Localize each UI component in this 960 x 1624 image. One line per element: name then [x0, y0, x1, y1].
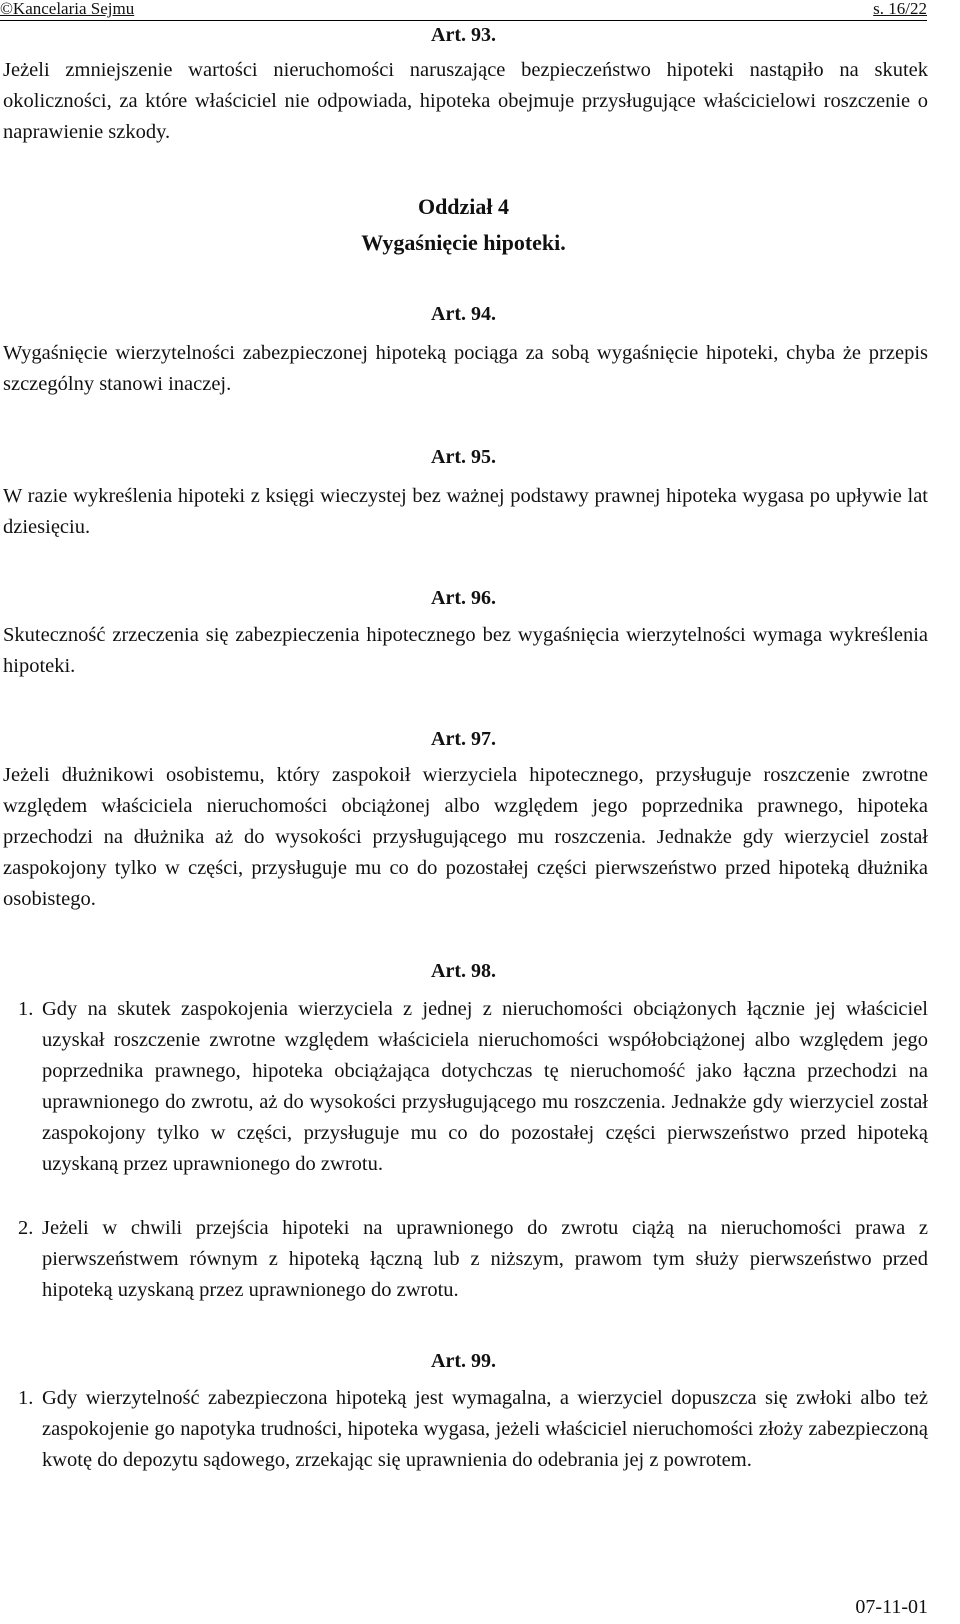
item-text: Jeżeli w chwili przejścia hipoteki na uprawnionego do zwrotu ciążą na nieruchomości prawa z pierwszeństwem równym z hipoteką łączną lub z niższym, prawom tym służy pierwszeństwo przed hipoteką uzyskaną przez uprawnionego do zwrotu. [42, 1217, 928, 1301]
article-96-text: Skuteczność zrzeczenia się zabezpieczenia hipotecznego bez wygaśnięcia wierzytelności wymaga wykreślenia hipoteki. [3, 624, 928, 677]
document-date-code: 07-11-01 [855, 1596, 928, 1618]
publisher-label: ©Kancelaria Sejmu [0, 0, 135, 18]
article-94-text: Wygaśnięcie wierzytelności zabezpieczonej hipoteką pociąga za sobą wygaśnięcie hipoteki, chyba że przepis szczególny stanowi inaczej. [3, 342, 928, 395]
article-93-text: Jeżeli zmniejszenie wartości nieruchomości naruszające bezpieczeństwo hipoteki nastąpiło na skutek okoliczności, za które właściciel nie odpowiada, hipoteka obejmuje przysługujące właścicielowi roszczenie o naprawienie szkody. [3, 59, 928, 143]
page-header [0, 0, 927, 21]
item-number: 2. [18, 1217, 34, 1239]
section-name: Wygaśnięcie hipoteki. [361, 230, 566, 255]
article-95-title: Art. 95. [431, 446, 496, 468]
article-98-title: Art. 98. [431, 960, 496, 982]
page-number: s. 16/22 [873, 0, 927, 18]
article-98-item-1 [18, 994, 928, 1180]
article-97-text: Jeżeli dłużnikowi osobistemu, który zaspokoił wierzyciela hipotecznego, przysługuje roszczenie zwrotne względem właściciela nieruchomości obciążonej albo względem jego poprzednika prawnego, hipoteka przechodzi na dłużnika aż do wysokości przysługującego mu roszczenia. Jednakże gdy wierzyciel został zaspokojony tylko w części, przysługuje mu co do pozostałej części pierwszeństwo przed hipoteką dłużnika osobistego. [3, 764, 928, 910]
item-text: Gdy wierzytelność zabezpieczona hipoteką jest wymagalna, a wierzyciel dopuszcza się zwłoki albo też zaspokojenie go napotyka trudności, hipoteka wygasa, jeżeli właściciel nieruchomości złoży zabezpieczoną kwotę do depozytu sądowego, zrzekając się uprawnienia do odebrania jej z powrotem. [42, 1387, 928, 1471]
article-97-title: Art. 97. [431, 728, 496, 750]
section-number: Oddział 4 [417, 194, 510, 219]
article-94-title: Art. 94. [431, 303, 496, 325]
article-96-title: Art. 96. [431, 587, 496, 609]
article-95-text: W razie wykreślenia hipoteki z księgi wieczystej bez ważnej podstawy prawnej hipoteka wygasa po upływie lat dziesięciu. [3, 485, 928, 538]
item-number: 1. [18, 998, 34, 1020]
article-93-title: Art. 93. [431, 24, 496, 46]
article-98-item-2 [18, 1213, 928, 1306]
item-text: Gdy na skutek zaspokojenia wierzyciela z jednej z nieruchomości obciążonych łącznie jej właściciel uzyskał roszczenie zwrotne względem właściciela nieruchomości współobciążonej albo względem jego poprzednika prawnego, hipoteka obciążająca dotychczas tę nieruchomość jako łączna przechodzi na uprawnionego do zwrotu, aż do wysokości przysługującego mu roszczenia. Jednakże gdy wierzyciel został zaspokojony tylko w części, przysługuje mu co do pozostałej części pierwszeństwo przed hipoteką uzyskaną przez uprawnionego do zwrotu. [42, 998, 928, 1175]
item-number: 1. [18, 1387, 34, 1409]
article-99-item-1 [18, 1383, 928, 1476]
article-99-title: Art. 99. [431, 1350, 496, 1372]
